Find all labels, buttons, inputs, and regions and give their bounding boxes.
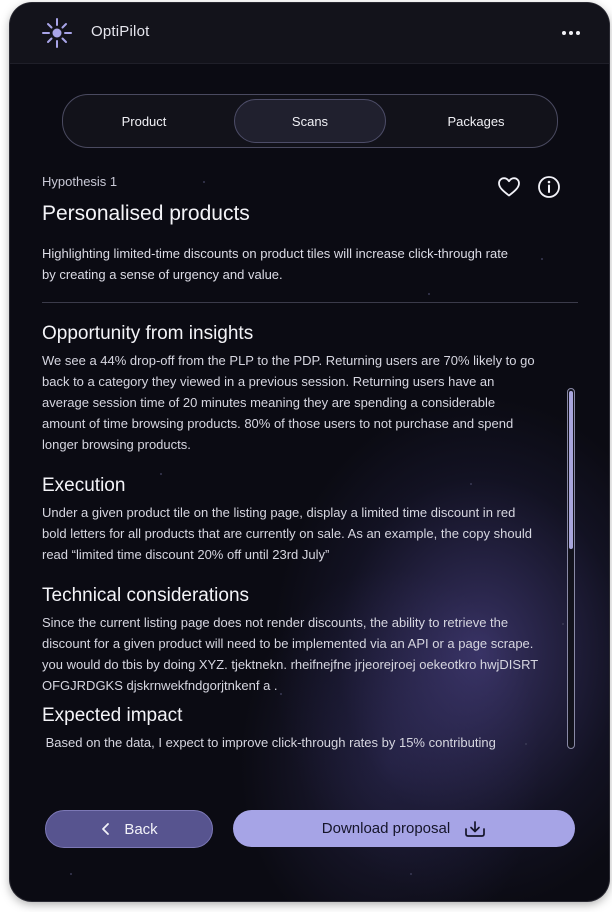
section-expected-impact [42, 703, 562, 753]
hypothesis-title: Personalised products [42, 202, 250, 225]
tab-product[interactable]: Product [121, 113, 167, 129]
download-tray-icon [464, 820, 486, 838]
section-heading: Expected impact [42, 705, 183, 726]
section-heading: Technical considerations [42, 585, 250, 606]
chevron-left-icon [100, 822, 112, 836]
sparkle-icon [40, 16, 74, 50]
section-body: Based on the data, I expect to improve click-through rates by 15% contributing [42, 735, 496, 750]
download-button-label: Download proposal [321, 820, 451, 837]
app-title: OptiPilot [91, 23, 150, 40]
heart-icon[interactable] [496, 174, 522, 200]
section-technical-considerations [42, 583, 562, 696]
app-window [10, 3, 609, 901]
proposal-scroll-area[interactable] [42, 321, 562, 779]
hypothesis-description: Highlighting limited-time discounts on product tiles will increase click-through rate by creating a sense of urgency and value. [42, 246, 509, 282]
section-opportunity [42, 321, 562, 455]
scrollbar[interactable] [567, 388, 575, 749]
tab-packages[interactable]: Packages [447, 113, 505, 129]
tab-bar [62, 94, 558, 148]
more-options-button[interactable] [557, 21, 585, 45]
section-body: Under a given product tile on the listing page, display a limited time discount in red bold letters for all products that are currently on sale. As an example, the copy should read “limited time discount 20% off until 23rd July” [42, 505, 532, 562]
section-body: Since the current listing page does not render discounts, the ability to retrieve the discount for a given product will need to be implemented via an API or a page scrape. you would do tbis by doing XYZ. tjektnekn. rheifnejfne jrjeorejroej oekeotkro hwjDISRT OFGJRDGKS djskrnwekfndgorjtnkenf a . [42, 615, 538, 693]
hypothesis-label: Hypothesis 1 [42, 174, 118, 189]
section-body: We see a 44% drop-off from the PLP to the PDP. Returning users are 70% likely to go back to a category they viewed in a previous session. Returning users have an average session time of 20 minutes meaning they are spending a considerable amount of time browsing products. 80% of those users to not purchase and spend longer browsing products. [42, 353, 535, 452]
back-button[interactable] [45, 810, 213, 848]
section-heading: Execution [42, 475, 126, 496]
more-horizontal-icon [562, 31, 566, 35]
tab-scans[interactable]: Scans [234, 99, 386, 143]
scrollbar-thumb[interactable] [569, 391, 573, 549]
download-proposal-button[interactable] [233, 810, 575, 847]
section-heading: Opportunity from insights [42, 323, 254, 344]
section-execution [42, 473, 562, 565]
info-icon[interactable] [536, 174, 562, 200]
back-button-label: Back [124, 820, 158, 838]
divider [42, 302, 578, 303]
app-header [10, 3, 609, 64]
